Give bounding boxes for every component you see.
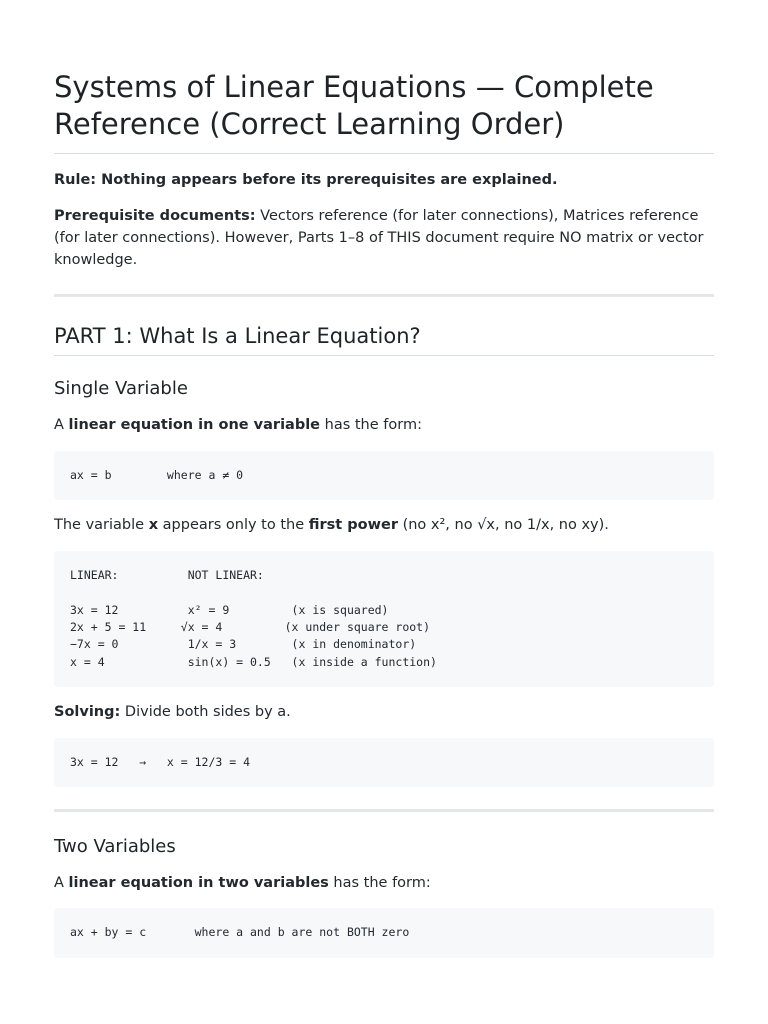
intro-bold-term: linear equation in one variable (68, 417, 321, 433)
power-text-mid: appears only to the (158, 517, 309, 534)
rule-paragraph (54, 169, 714, 191)
first-power-term: first power (308, 517, 398, 534)
intro-bold-term: linear equation in two variables (68, 875, 329, 892)
first-power-paragraph (54, 514, 714, 536)
page-title: Systems of Linear Equations — Complete Reference (Correct Learning Order) (54, 0, 714, 154)
solving-text: Divide both sides by a. (120, 704, 291, 721)
code-block-single-form: ax = b where a ≠ 0 (54, 451, 714, 500)
power-text: The variable (54, 517, 149, 534)
part1-heading: PART 1: What Is a Linear Equation? (54, 322, 714, 356)
two-variables-intro (54, 872, 714, 894)
intro-text: A (54, 417, 69, 433)
rule-text: Rule: Nothing appears before its prerequisites are explained. (54, 172, 558, 188)
code-block-solving: 3x = 12 → x = 12/3 = 4 (54, 738, 714, 787)
intro-text: A (54, 875, 69, 892)
intro-text-end: has the form: (320, 417, 422, 433)
code-block-two-variable-form: ax + by = c where a and b are not BOTH zero (54, 908, 714, 957)
prerequisite-text: Vectors reference (for later connections), Matrices reference (for later connections). However, Parts 1–8 of THIS document require NO matrix or vector knowledge. (54, 208, 704, 268)
variable-x: x (148, 517, 159, 534)
document (54, 0, 714, 958)
intro-text-end: has the form: (328, 875, 431, 892)
section-divider (54, 809, 714, 812)
solving-paragraph (54, 701, 714, 723)
solving-label: Solving: (54, 704, 121, 721)
prerequisite-label: Prerequisite documents: (54, 208, 256, 224)
prerequisite-paragraph (54, 205, 714, 271)
code-block-linear-examples: LINEAR: NOT LINEAR: 3x = 12 x² = 9 (x is squared) 2x + 5 = 11 √x = 4 (x under square root) −7x = 0 1/x = 3 (x in denominator) x = 4 sin(x) = 0.5 (x inside a function) (54, 551, 714, 687)
two-variables-heading: Two Variables (54, 836, 176, 858)
single-variable-heading: Single Variable (54, 378, 188, 399)
power-text-end: (no x², no √x, no 1/x, no xy). (397, 517, 609, 534)
section-divider (54, 294, 714, 297)
single-variable-intro (54, 414, 714, 436)
